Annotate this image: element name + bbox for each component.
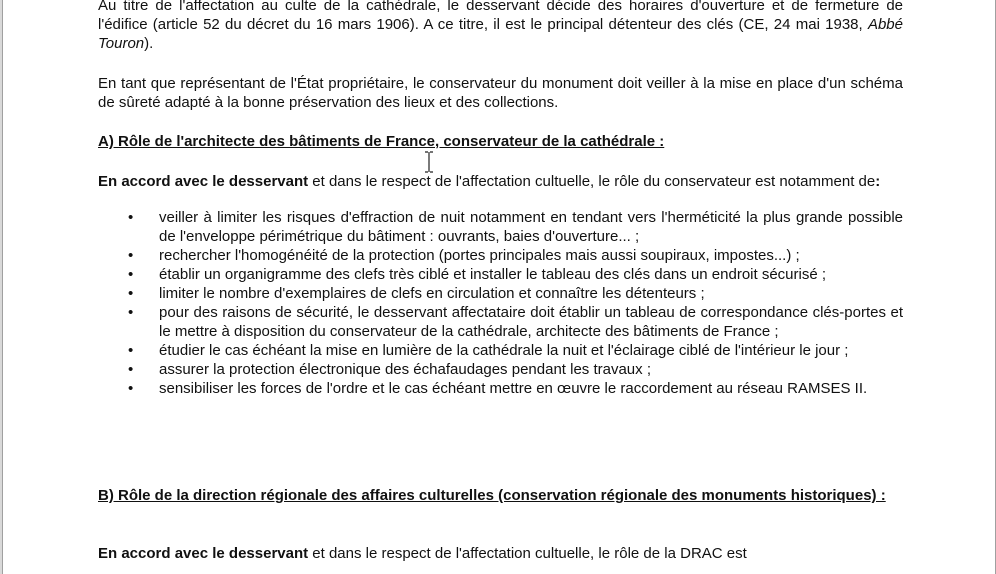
- emphasis-text: En accord avec le desservant: [98, 173, 309, 190]
- paragraph-drac-intro: [98, 544, 903, 563]
- colon: :: [875, 173, 881, 190]
- bullet-icon: •: [128, 361, 134, 378]
- list-item: [98, 303, 903, 341]
- list-item-text: sensibiliser les forces de l'ordre et le cas échéant mettre en œuvre le raccordement au réseau RAMSES II.: [159, 380, 868, 397]
- case-name: Abbé Touron: [98, 16, 903, 52]
- document-page: [2, 0, 996, 574]
- paragraph-text: et dans le respect de l'affectation cultuelle, le rôle de la DRAC est: [308, 545, 747, 562]
- list-item-text: assurer la protection électronique des échafaudages pendant les travaux ;: [159, 361, 651, 378]
- paragraph-text-end: ).: [144, 35, 154, 52]
- list-item: [98, 379, 903, 398]
- list-item-text: pour des raisons de sécurité, le desservant affectataire doit établir un tableau de correspondance clés-portes et le mettre à disposition du conservateur de la cathédrale, architecte des bâtiments de France ;: [159, 304, 903, 340]
- list-item: [98, 360, 903, 379]
- list-item-text: étudier le cas échéant la mise en lumière de la cathédrale la nuit et l'éclairage ciblé de l'intérieur le jour ;: [159, 342, 849, 359]
- bullet-icon: •: [128, 209, 134, 226]
- bullet-icon: •: [128, 285, 134, 302]
- paragraph-state-owner: En tant que représentant de l'État propriétaire, le conservateur du monument doit veiller à la mise en place d'un schéma de sûreté adapté à la bonne préservation des lieux et des collections.: [98, 75, 903, 111]
- paragraph-conservator-intro: [98, 172, 903, 191]
- list-item: [98, 246, 903, 265]
- heading-drac-role: B) Rôle de la direction régionale des affaires culturelles (conservation régionale des monuments historiques) :: [98, 487, 886, 504]
- list-item: [98, 208, 903, 246]
- bullet-icon: •: [128, 247, 134, 264]
- list-item: [98, 284, 903, 303]
- list-item: [98, 265, 903, 284]
- bullet-icon: •: [128, 266, 134, 283]
- list-item-text: veiller à limiter les risques d'effraction de nuit notamment en tendant vers l'herméticité la plus grande possible de l'enveloppe périmétrique du bâtiment : ouvrants, baies d'ouverture... ;: [159, 209, 903, 245]
- paragraph-keys-holder: [98, 0, 903, 53]
- bullet-icon: •: [128, 380, 134, 397]
- list-item-text: rechercher l'homogénéité de la protection (portes principales mais aussi soupiraux, impostes...) ;: [159, 247, 800, 264]
- bullet-list: [98, 208, 903, 398]
- heading-architect-role: A) Rôle de l'architecte des bâtiments de France, conservateur de la cathédrale :: [98, 133, 665, 150]
- list-item-text: établir un organigramme des clefs très ciblé et installer le tableau des clés dans un endroit sécurisé ;: [159, 266, 827, 283]
- list-item: [98, 341, 903, 360]
- text-cursor-icon: [424, 151, 434, 173]
- paragraph-text: Au titre de l'affectation au culte de la cathédrale, le desservant décide des horaires d'ouverture et de fermeture de l'édifice (article 52 du décret du 16 mars 1906). A ce titre, il est le principal détenteur des clés (CE, 24 mai 1938,: [98, 0, 903, 33]
- list-item-text: limiter le nombre d'exemplaires de clefs en circulation et connaître les détenteurs ;: [159, 285, 705, 302]
- paragraph-text: et dans le respect de l'affectation cultuelle, le rôle du conservateur est notamment de: [308, 173, 876, 190]
- emphasis-text: En accord avec le desservant: [98, 545, 309, 562]
- bullet-icon: •: [128, 304, 134, 321]
- bullet-icon: •: [128, 342, 134, 359]
